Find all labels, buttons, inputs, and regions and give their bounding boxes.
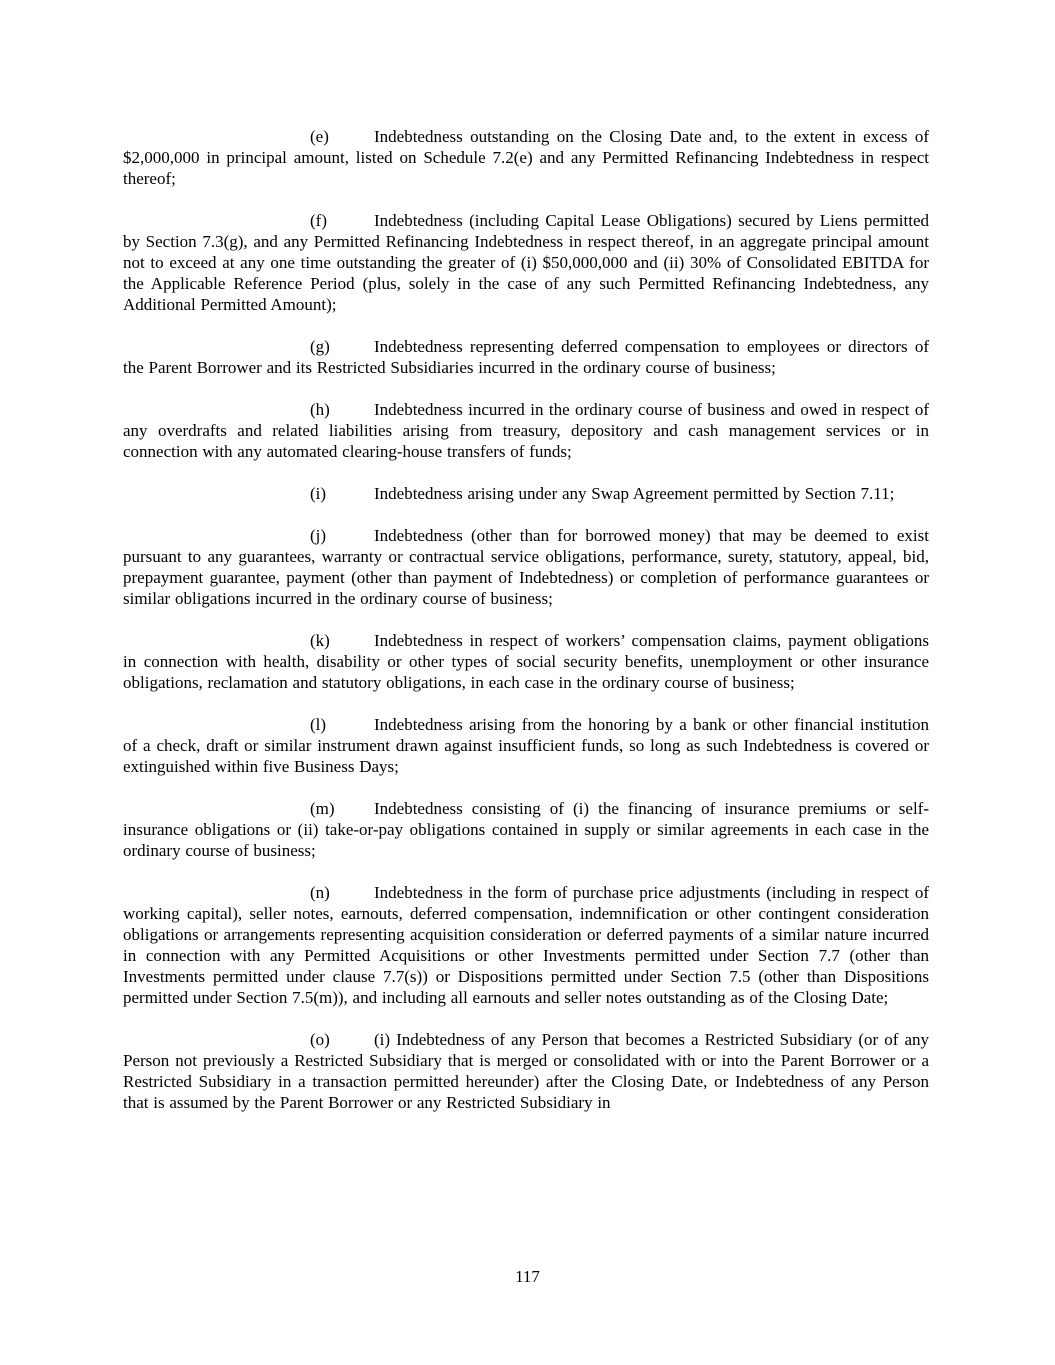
paragraph-o-text: (i) Indebtedness of any Person that becomes a Restricted Subsidiary (or of any Person not previously a Restricted Subsidiary that is merged or consolidated with or into the Parent Borrower or a Restricted Subsidiary in a transaction permitted hereunder) after the Closing Date, or Indebtedness of any Person that is assumed by the Parent Borrower or any Restricted Subsidiary in <box>123 1030 929 1112</box>
paragraph-i <box>123 483 929 504</box>
document-body <box>123 126 929 1134</box>
paragraph-k-label: (k) <box>310 631 330 650</box>
paragraph-n <box>123 882 929 1008</box>
paragraph-e-label: (e) <box>310 127 329 146</box>
paragraph-l <box>123 714 929 777</box>
page-number: 117 <box>515 1267 540 1286</box>
paragraph-j-text: Indebtedness (other than for borrowed money) that may be deemed to exist pursuant to any guarantees, warranty or contractual service obligations, performance, surety, statutory, appeal, bid, prepayment guarantee, payment (other than payment of Indebtedness) or completion of performance guarantees or similar obligations incurred in the ordinary course of business; <box>123 526 929 608</box>
paragraph-j <box>123 525 929 609</box>
paragraph-e <box>123 126 929 189</box>
paragraph-e-text: Indebtedness outstanding on the Closing Date and, to the extent in excess of $2,000,000 in principal amount, listed on Schedule 7.2(e) and any Permitted Refinancing Indebtedness in respect thereof; <box>123 127 929 188</box>
paragraph-k-text: Indebtedness in respect of workers’ compensation claims, payment obligations in connection with health, disability or other types of social security benefits, unemployment or other insurance obligations, reclamation and statutory obligations, in each case in the ordinary course of business; <box>123 631 929 692</box>
paragraph-m-text: Indebtedness consisting of (i) the financing of insurance premiums or self-insurance obligations or (ii) take-or-pay obligations contained in supply or similar agreements in each case in the ordinary course of business; <box>123 799 929 860</box>
paragraph-f-label: (f) <box>310 211 327 230</box>
paragraph-h-text: Indebtedness incurred in the ordinary course of business and owed in respect of any overdrafts and related liabilities arising from treasury, depository and cash management services or in connection with any automated clearing-house transfers of funds; <box>123 400 929 461</box>
paragraph-i-label: (i) <box>310 484 327 503</box>
paragraph-f <box>123 210 929 315</box>
paragraph-o <box>123 1029 929 1113</box>
paragraph-o-label: (o) <box>310 1030 330 1049</box>
paragraph-n-text: Indebtedness in the form of purchase price adjustments (including in respect of working capital), seller notes, earnouts, deferred compensation, indemnification or other contingent consideration obligations or arrangements representing acquisition consideration or deferred payments of a similar nature incurred in connection with any Permitted Acquisitions or other Investments permitted under Section 7.7 (other than Investments permitted under clause 7.7(s)) or Dispositions permitted under Section 7.5 (other than Dispositions permitted under Section 7.5(m)), and including all earnouts and seller notes outstanding as of the Closing Date; <box>123 883 929 1007</box>
paragraph-l-label: (l) <box>310 715 327 734</box>
paragraph-g-label: (g) <box>310 337 330 356</box>
paragraph-i-text: Indebtedness arising under any Swap Agreement permitted by Section 7.11; <box>374 484 895 503</box>
paragraph-f-text: Indebtedness (including Capital Lease Obligations) secured by Liens permitted by Section 7.3(g), and any Permitted Refinancing Indebtedness in respect thereof, in an aggregate principal amount not to exceed at any one time outstanding the greater of (i) $50,000,000 and (ii) 30% of Consolidated EBITDA for the Applicable Reference Period (plus, solely in the case of any such Permitted Refinancing Indebtedness, any Additional Permitted Amount); <box>123 211 929 314</box>
paragraph-k <box>123 630 929 693</box>
paragraph-m <box>123 798 929 861</box>
paragraph-g <box>123 336 929 378</box>
paragraph-h <box>123 399 929 462</box>
paragraph-j-label: (j) <box>310 526 327 545</box>
paragraph-l-text: Indebtedness arising from the honoring by a bank or other financial institution of a check, draft or similar instrument drawn against insufficient funds, so long as such Indebtedness is covered or extinguished within five Business Days; <box>123 715 929 776</box>
paragraph-h-label: (h) <box>310 400 330 419</box>
paragraph-g-text: Indebtedness representing deferred compensation to employees or directors of the Parent Borrower and its Restricted Subsidiaries incurred in the ordinary course of business; <box>123 337 929 377</box>
paragraph-n-label: (n) <box>310 883 330 902</box>
paragraph-m-label: (m) <box>310 799 335 818</box>
